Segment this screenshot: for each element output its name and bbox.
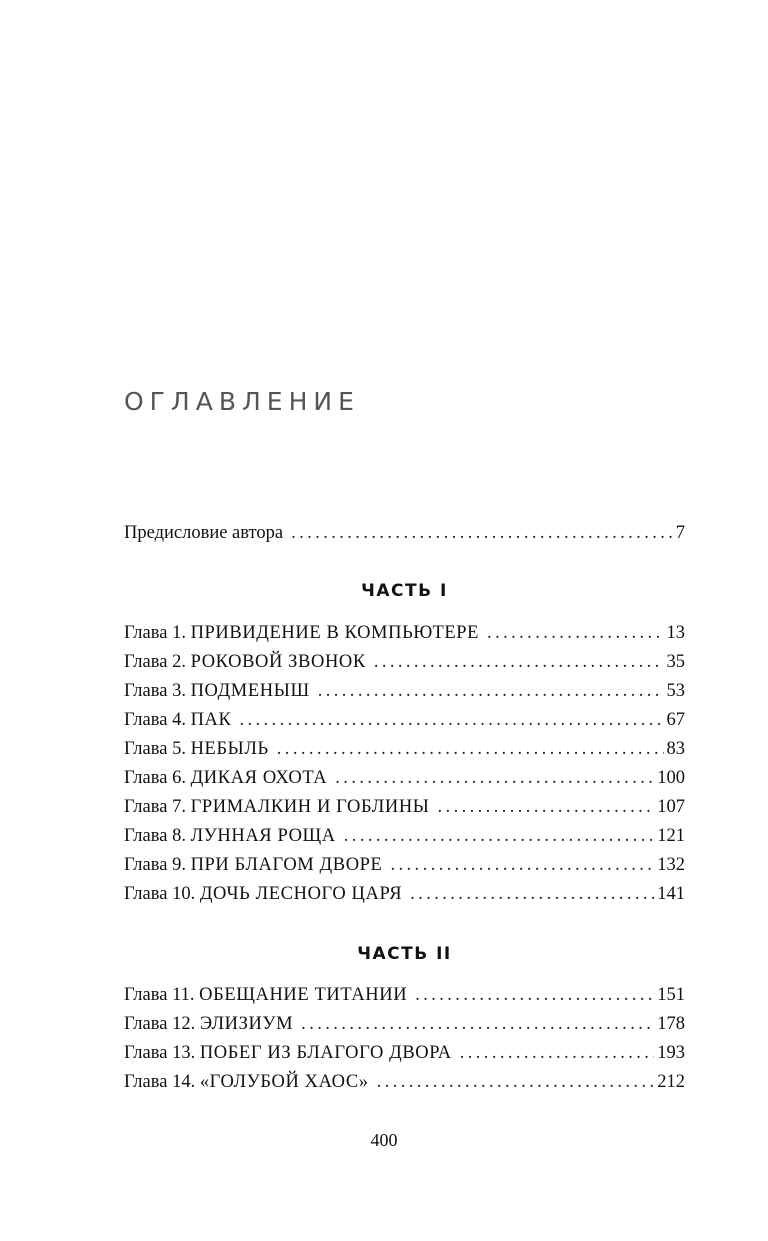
chapter-name: ПАК bbox=[190, 710, 232, 730]
toc-entry-title: Предисловие автора bbox=[124, 523, 284, 543]
dot-leader bbox=[377, 1068, 655, 1097]
toc-entry-title bbox=[124, 981, 407, 1010]
toc-entry[interactable] bbox=[124, 1039, 685, 1068]
dot-leader bbox=[291, 519, 673, 548]
toc-entry-page: 53 bbox=[666, 681, 685, 701]
dot-leader bbox=[344, 822, 654, 851]
toc-entry[interactable] bbox=[124, 706, 685, 735]
chapter-number: Глава 13. bbox=[124, 1043, 196, 1063]
toc-entry-title bbox=[124, 880, 402, 909]
toc-entry[interactable] bbox=[124, 851, 685, 880]
toc-entry-title bbox=[124, 1039, 452, 1068]
chapter-name: ДИКАЯ ОХОТА bbox=[190, 768, 328, 788]
chapter-number: Глава 3. bbox=[124, 681, 186, 701]
chapter-number: Глава 9. bbox=[124, 855, 186, 875]
toc-entry-title bbox=[124, 677, 310, 706]
toc-entry-preface[interactable] bbox=[124, 519, 685, 548]
dot-leader bbox=[335, 764, 654, 793]
toc-entry-page: 178 bbox=[657, 1014, 685, 1034]
dot-leader bbox=[460, 1039, 655, 1068]
chapter-name: ПОБЕГ ИЗ БЛАГОГО ДВОРА bbox=[199, 1043, 452, 1063]
toc-entry-page: 132 bbox=[657, 855, 685, 875]
toc-entry-page: 151 bbox=[657, 985, 685, 1005]
toc-entry[interactable] bbox=[124, 648, 685, 677]
toc-entry-title bbox=[124, 619, 479, 648]
dot-leader bbox=[415, 981, 654, 1010]
toc-entry[interactable] bbox=[124, 981, 685, 1010]
chapter-number: Глава 2. bbox=[124, 652, 186, 672]
toc-entry[interactable] bbox=[124, 735, 685, 764]
chapter-number: Глава 5. bbox=[124, 739, 186, 759]
dot-leader bbox=[277, 735, 664, 764]
toc-entry[interactable] bbox=[124, 1068, 685, 1097]
toc-entry[interactable] bbox=[124, 822, 685, 851]
dot-leader bbox=[239, 706, 663, 735]
chapter-number: Глава 1. bbox=[124, 623, 186, 643]
chapter-name: ДОЧЬ ЛЕСНОГО ЦАРЯ bbox=[199, 884, 403, 904]
toc-entry-page: 193 bbox=[657, 1043, 685, 1063]
toc-entry[interactable] bbox=[124, 880, 685, 909]
chapter-name: ЛУННАЯ РОЩА bbox=[190, 826, 336, 846]
dot-leader bbox=[374, 648, 664, 677]
toc-entry-title bbox=[124, 764, 327, 793]
toc-preface bbox=[124, 519, 685, 548]
toc-entry-page: 67 bbox=[666, 710, 685, 730]
toc-entry-page: 100 bbox=[657, 768, 685, 788]
toc-entry-page: 7 bbox=[675, 523, 685, 543]
dot-leader bbox=[301, 1010, 654, 1039]
page-title: ОГЛАВЛЕНИЕ bbox=[124, 387, 360, 416]
chapter-name: ПОДМЕНЫШ bbox=[190, 681, 310, 701]
dot-leader bbox=[318, 677, 664, 706]
toc-entry[interactable] bbox=[124, 793, 685, 822]
chapter-name: РОКОВОЙ ЗВОНОК bbox=[190, 652, 366, 672]
chapter-number: Глава 11. bbox=[124, 985, 195, 1005]
chapter-name: НЕБЫЛЬ bbox=[190, 739, 269, 759]
chapter-number: Глава 12. bbox=[124, 1014, 196, 1034]
dot-leader bbox=[487, 619, 663, 648]
toc-entry[interactable] bbox=[124, 677, 685, 706]
chapter-number: Глава 7. bbox=[124, 797, 186, 817]
toc-entry-page: 83 bbox=[666, 739, 685, 759]
page-number: 400 bbox=[370, 1130, 398, 1150]
toc-entry-page: 121 bbox=[657, 826, 685, 846]
toc-entry[interactable] bbox=[124, 1010, 685, 1039]
chapter-number: Глава 4. bbox=[124, 710, 186, 730]
chapter-name: ГРИМАЛКИН И ГОБЛИНЫ bbox=[190, 797, 430, 817]
toc-entry-page: 35 bbox=[666, 652, 685, 672]
toc-entry-title bbox=[124, 793, 430, 822]
part-1-heading: ЧАСТЬ I bbox=[361, 581, 448, 601]
toc-entry[interactable] bbox=[124, 619, 685, 648]
toc-entry-title bbox=[124, 706, 231, 735]
dot-leader bbox=[390, 851, 654, 880]
toc-entry-title bbox=[124, 1068, 369, 1097]
dot-leader bbox=[410, 880, 654, 909]
toc-entry-page: 13 bbox=[666, 623, 685, 643]
part-2-heading: ЧАСТЬ II bbox=[357, 944, 452, 964]
toc-entry-title bbox=[124, 1010, 293, 1039]
toc-entry-title bbox=[124, 735, 269, 764]
chapter-name: ЭЛИЗИУМ bbox=[199, 1014, 294, 1034]
chapter-number: Глава 8. bbox=[124, 826, 186, 846]
toc-entry-title bbox=[124, 648, 366, 677]
toc-entry[interactable] bbox=[124, 764, 685, 793]
toc-entry-page: 107 bbox=[657, 797, 685, 817]
toc-entry-page: 141 bbox=[657, 884, 685, 904]
chapter-name: ПРИ БЛАГОМ ДВОРЕ bbox=[190, 855, 383, 875]
chapter-number: Глава 10. bbox=[124, 884, 196, 904]
chapter-name: «ГОЛУБОЙ ХАОС» bbox=[199, 1072, 369, 1092]
toc-part-1 bbox=[124, 619, 685, 909]
toc-entry-page: 212 bbox=[657, 1072, 685, 1092]
toc-entry-title bbox=[124, 822, 336, 851]
dot-leader bbox=[438, 793, 655, 822]
toc-entry-title bbox=[124, 851, 382, 880]
chapter-name: ОБЕЩАНИЕ ТИТАНИИ bbox=[199, 985, 408, 1005]
chapter-number: Глава 14. bbox=[124, 1072, 196, 1092]
chapter-name: ПРИВИДЕНИЕ В КОМПЬЮТЕРЕ bbox=[190, 623, 480, 643]
chapter-number: Глава 6. bbox=[124, 768, 186, 788]
toc-part-2 bbox=[124, 981, 685, 1097]
